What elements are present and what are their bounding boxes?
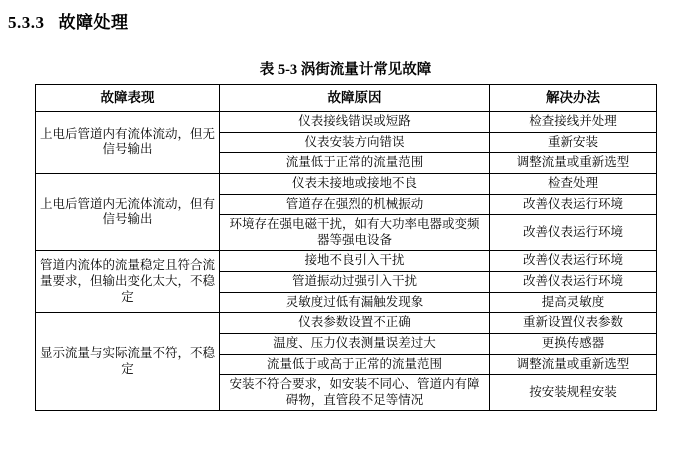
solution-cell: 检查接线并处理 (490, 112, 657, 133)
table-row (36, 313, 657, 334)
column-header-solution: 解决办法 (490, 85, 657, 112)
table-row (36, 112, 657, 133)
symptom-cell: 上电后管道内无流体流动，但有信号输出 (36, 173, 220, 251)
cause-cell: 管道振动过强引入干扰 (220, 272, 490, 293)
table-row (36, 251, 657, 272)
solution-cell: 调整流量或重新选型 (490, 153, 657, 174)
column-header-symptom: 故障表现 (36, 85, 220, 112)
solution-cell: 重新安装 (490, 132, 657, 153)
solution-cell: 更换传感器 (490, 333, 657, 354)
cause-cell: 安装不符合要求，如安装不同心、管道内有障碍物，直管段不足等情况 (220, 375, 490, 411)
symptom-cell: 管道内流体的流量稳定且符合流量要求，但输出变化太大，不稳定 (36, 251, 220, 313)
section-number: 5.3.3 (8, 13, 45, 32)
solution-cell: 重新设置仪表参数 (490, 313, 657, 334)
symptom-cell: 上电后管道内有流体流动，但无信号输出 (36, 112, 220, 174)
cause-cell: 管道存在强烈的机械振动 (220, 194, 490, 215)
solution-cell: 检查处理 (490, 173, 657, 194)
cause-cell: 仪表接线错误或短路 (220, 112, 490, 133)
solution-cell: 改善仪表运行环境 (490, 272, 657, 293)
cause-cell: 环境存在强电磁干扰，如有大功率电器或变频器等强电设备 (220, 215, 490, 251)
solution-cell: 改善仪表运行环境 (490, 251, 657, 272)
solution-cell: 按安装规程安装 (490, 375, 657, 411)
solution-cell: 改善仪表运行环境 (490, 194, 657, 215)
cause-cell: 灵敏度过低有漏触发现象 (220, 292, 490, 313)
table-caption: 表 5-3 涡街流量计常见故障 (259, 62, 432, 78)
cause-cell: 温度、压力仪表测量误差过大 (220, 333, 490, 354)
section-heading (8, 8, 129, 33)
fault-table (35, 84, 657, 411)
cause-cell: 仪表未接地或接地不良 (220, 173, 490, 194)
solution-cell: 提高灵敏度 (490, 292, 657, 313)
cause-cell: 接地不良引入干扰 (220, 251, 490, 272)
solution-cell: 调整流量或重新选型 (490, 354, 657, 375)
cause-cell: 仪表安装方向错误 (220, 132, 490, 153)
column-header-cause: 故障原因 (220, 85, 490, 112)
solution-cell: 改善仪表运行环境 (490, 215, 657, 251)
table-header-row (36, 85, 657, 112)
cause-cell: 仪表参数设置不正确 (220, 313, 490, 334)
table-row (36, 173, 657, 194)
cause-cell: 流量低于正常的流量范围 (220, 153, 490, 174)
cause-cell: 流量低于或高于正常的流量范围 (220, 354, 490, 375)
section-title: 故障处理 (58, 13, 129, 32)
symptom-cell: 显示流量与实际流量不符，不稳定 (36, 313, 220, 411)
